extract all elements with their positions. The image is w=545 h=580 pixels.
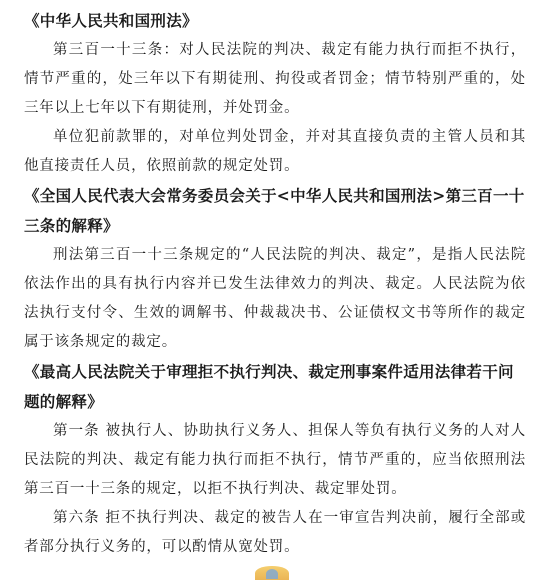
document-body (24, 6, 526, 562)
article-1-paragraph: 第一条 被执行人、协助执行义务人、担保人等负有执行义务的人对人民法院的判决、裁定有能力执行而拒不执行，情节严重的，应当依照刑法第三百一十三条的规定，以拒不执行判决、裁定罪处罚。 (24, 423, 526, 497)
article-6-paragraph: 第六条 拒不执行判决、裁定的被告人在一审宣告判决前，履行全部或者部分执行义务的，可以酌情从宽处罚。 (24, 510, 526, 555)
decorative-badge-inner-icon (266, 569, 278, 579)
section-npc-interpretation (24, 181, 526, 357)
interpretation-paragraph: 刑法第三百一十三条规定的“人民法院的判决、裁定”，是指人民法院依法作出的具有执行内容并已发生法律效力的判决、裁定。人民法院为依法执行支付令、生效的调解书、仲裁裁决书、公证债权文书等所作的裁定属于该条规定的裁定。 (24, 247, 526, 350)
section-heading: 《中华人民共和国刑法》 (24, 11, 198, 30)
section-heading: 《全国人民代表大会常务委员会关于<中华人民共和国刑法>第三百一十三条的解释》 (24, 186, 525, 235)
section-heading: 《最高人民法院关于审理拒不执行判决、裁定刑事案件适用法律若干问题的解释》 (24, 362, 514, 411)
article-313-paragraph: 第三百一十三条：对人民法院的判决、裁定有能力执行而拒不执行，情节严重的，处三年以下有期徒刑、拘役或者罚金；情节特别严重的，处三年以上七年以下有期徒刑，并处罚金。 (24, 42, 526, 116)
section-supreme-court-interpretation (24, 357, 526, 562)
unit-crime-paragraph: 单位犯前款罪的，对单位判处罚金，并对其直接负责的主管人员和其他直接责任人员，依照前款的规定处罚。 (24, 129, 526, 174)
section-criminal-law (24, 6, 526, 181)
